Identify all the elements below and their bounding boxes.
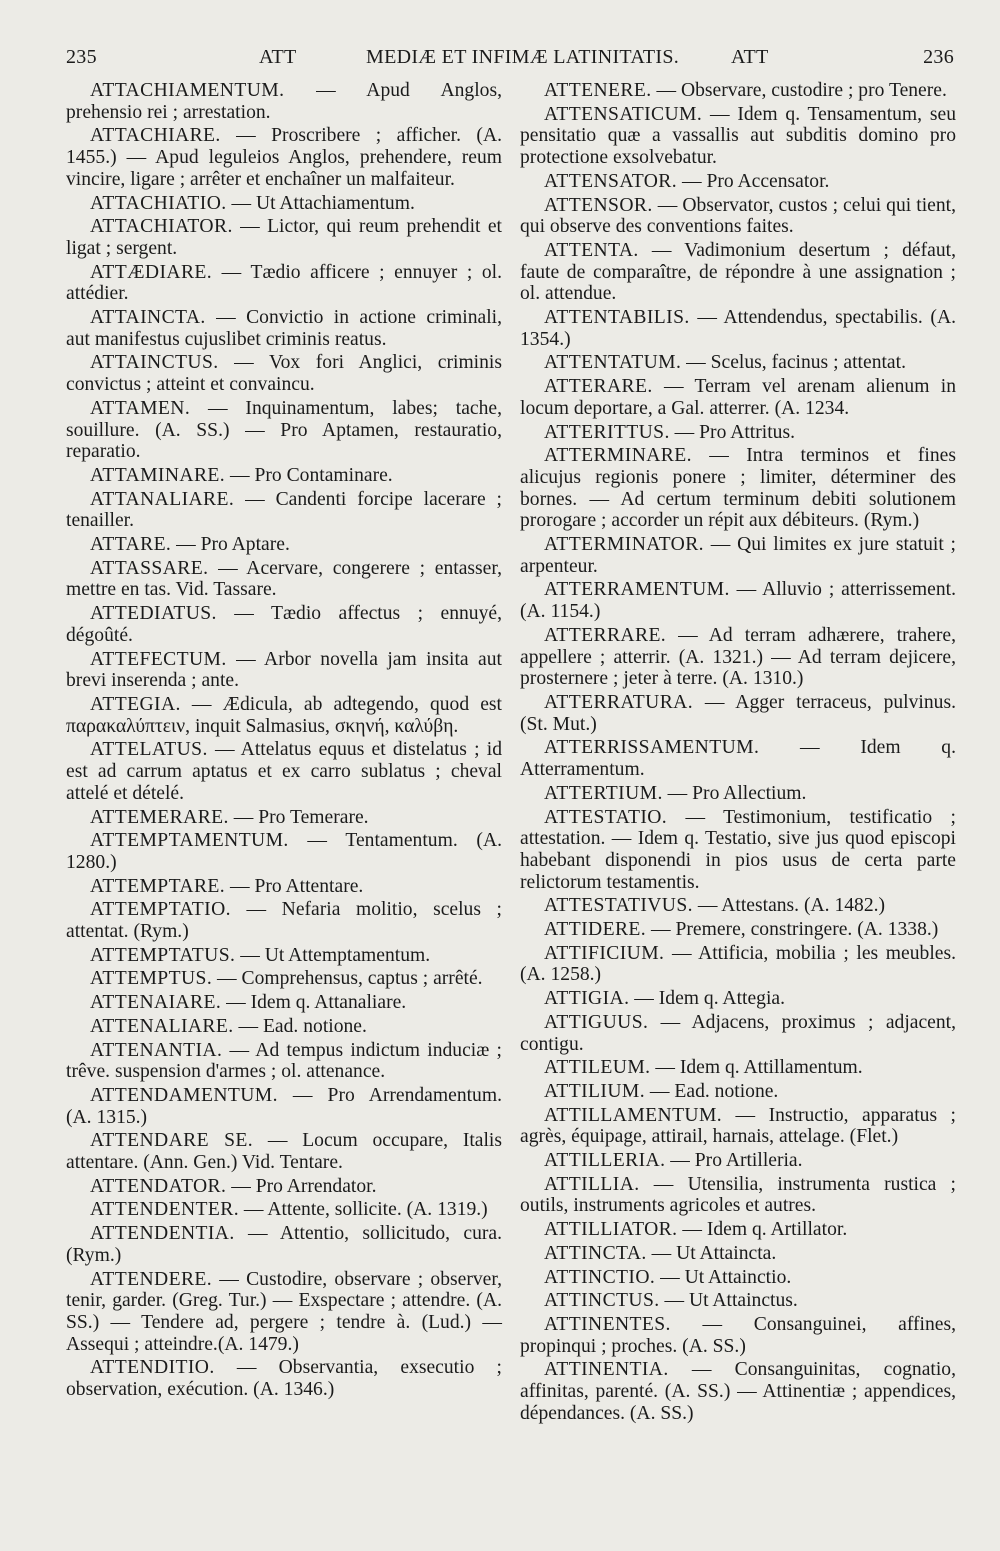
entry-definition: — Ædicula, ab adtegendo, quod est παρακαλύπτειν, inquit Salmasius, σκηνή, καλύβη.	[66, 693, 502, 737]
entry-definition: — Locum occupare, Italis attentare. (Ann. Gen.) Vid. Tentare.	[66, 1130, 502, 1174]
entry-definition: — Ut Attaincta.	[646, 1242, 777, 1264]
entry-headword: ATTIGUUS.	[544, 1011, 649, 1033]
dictionary-entry	[520, 1150, 956, 1172]
dictionary-entry	[66, 465, 502, 487]
entry-headword: ATTARE.	[90, 534, 172, 556]
page-number-right: 236	[923, 46, 954, 68]
dictionary-entry	[66, 352, 502, 395]
entry-definition: — Ut Attainctio.	[655, 1266, 792, 1288]
entry-headword: ATTENDAMENTUM.	[90, 1084, 278, 1106]
entry-definition: — Ut Attemptamentum.	[235, 944, 431, 966]
entry-headword: ATTEMPTUS.	[90, 968, 213, 990]
entry-headword: ATTENDENTIA.	[90, 1223, 235, 1245]
dictionary-entry	[520, 737, 956, 780]
entry-definition: — Nefaria molitio, scelus ; attentat. (Rym.)	[66, 899, 502, 943]
entry-definition: — Convictio in actione criminali, aut manifestus cujuslibet criminis reatus.	[66, 307, 502, 350]
dictionary-entry	[66, 1130, 502, 1173]
entry-headword: ATTINENTES.	[544, 1313, 671, 1335]
entry-headword: ATTENANTIA.	[90, 1039, 223, 1061]
dictionary-entry	[66, 125, 502, 190]
entry-headword: ATTEFECTUM.	[90, 648, 227, 670]
entry-headword: ATTILLIATOR.	[544, 1219, 678, 1241]
dictionary-entry	[66, 558, 502, 601]
entry-headword: ATTASSARE.	[90, 557, 209, 579]
entry-headword: ATTACHIATIO.	[90, 192, 227, 214]
entry-definition: — Utensilia, instrumenta rustica ; outils, instruments agricoles et autres.	[520, 1173, 956, 1217]
entry-definition: — Ad terram adhærere, trahere, appellere ; atterrir. (A. 1321.) — Ad terram dejicere, prosternere ; jeter à terre. (A. 1310.)	[520, 624, 956, 690]
entry-headword: ATTAMEN.	[90, 397, 191, 419]
entry-definition: — Terram vel arenam alienum in locum deportare, a Gal. atterrer. (A. 1234.	[520, 376, 956, 419]
entry-definition: — Pro Aptare.	[171, 534, 290, 556]
dictionary-entry	[66, 1040, 502, 1083]
dictionary-entry	[66, 830, 502, 873]
dictionary-entry	[520, 895, 956, 917]
entry-headword: ATTILIUM.	[544, 1080, 646, 1102]
entry-definition: — Pro Arrendator.	[226, 1175, 377, 1197]
entry-definition: — Pro Accensator.	[677, 170, 830, 192]
dictionary-entry	[520, 376, 956, 419]
entry-headword: ATTINCTIO.	[544, 1266, 656, 1288]
dictionary-entry	[520, 579, 956, 622]
dictionary-entry	[520, 919, 956, 941]
entry-headword: ATTINENTIA.	[544, 1359, 669, 1381]
dictionary-entry	[66, 80, 502, 123]
entry-headword: ATTENSOR.	[544, 194, 653, 216]
entry-headword: ATTIGIA.	[544, 988, 630, 1010]
running-header	[66, 46, 954, 76]
entry-headword: ATTENDATOR.	[90, 1175, 227, 1197]
dictionary-entry	[66, 739, 502, 804]
entry-headword: ATTEMERARE.	[90, 806, 229, 828]
entry-headword: ATTERRISSAMENTUM.	[544, 737, 760, 759]
entry-definition: — Attendendus, spectabilis. (A. 1354.)	[520, 307, 956, 350]
entry-headword: ATTESTATIO.	[544, 806, 668, 828]
dictionary-entry	[66, 876, 502, 898]
entry-definition: — Ad tempus indictum induciæ ; trêve. suspension d'armes ; ol. attenance.	[66, 1039, 502, 1083]
entry-headword: ATTEMPTATIO.	[90, 899, 231, 921]
dictionary-entry	[66, 603, 502, 646]
dictionary-entry	[520, 445, 956, 532]
dictionary-entry	[520, 783, 956, 805]
entry-definition: — Observator, custos ; celui qui tient, qui observe des conventions faites.	[520, 194, 956, 238]
entry-definition: — Pro Allectium.	[662, 782, 807, 804]
entry-definition: — Candenti forcipe lacerare ; tenailler.	[66, 488, 502, 532]
entry-headword: ATTACHIAMENTUM.	[90, 80, 285, 101]
entry-definition: — Idem q. Tensamentum, seu pensitatio quæ a vassallis aut subditis domino pro protectione exsolvebatur.	[520, 103, 956, 169]
left-column	[66, 80, 502, 1401]
entry-headword: ATTEMPTATUS.	[90, 944, 236, 966]
entry-headword: ATTANALIARE.	[90, 488, 235, 510]
dictionary-entry	[66, 1199, 502, 1221]
entry-definition: — Attestans. (A. 1482.)	[692, 895, 886, 917]
entry-definition: — Pro Artilleria.	[665, 1150, 803, 1172]
entry-definition: — Pro Attritus.	[669, 421, 795, 443]
entry-definition: — Intra terminos et fines alicujus regionis ponere ; limiter, déterminer des bornes. — Ad certum terminum debiti solutionem prorogare ; accorder un répit aux débiteurs. (Rym.)	[520, 445, 956, 532]
entry-definition: — Attificia, mobilia ; les meubles. (A. 1258.)	[520, 942, 956, 986]
entry-headword: ATTENSATICUM.	[544, 103, 703, 125]
dictionary-entry	[66, 694, 502, 737]
entry-headword: ATTENTA.	[544, 239, 639, 261]
entry-definition: — Arbor novella jam insita aut brevi inserenda ; ante.	[66, 648, 502, 692]
entry-definition: — Ut Attainctus.	[659, 1290, 798, 1312]
entry-definition: — Idem q. Attillamentum.	[650, 1057, 863, 1079]
header-key-left: ATT	[259, 46, 297, 68]
entry-headword: ATTENSATOR.	[544, 170, 678, 192]
entry-definition: — Apud Anglos, prehensio rei ; arrestation.	[66, 80, 502, 123]
entry-definition: — Lictor, qui reum prehendit et ligat ; sergent.	[66, 216, 502, 259]
entry-definition: — Vox fori Anglici, criminis convictus ; atteint et convaincu.	[66, 352, 502, 396]
entry-definition: — Agger terraceus, pulvinus. (St. Mut.)	[520, 691, 956, 735]
header-key-right: ATT	[731, 46, 769, 68]
entry-headword: ATTERRARE.	[544, 624, 667, 646]
entry-definition: — Attelatus equus et distelatus ; id est ad carrum aptatus et ex carro sublatus ; cheval attelé et dételé.	[66, 739, 502, 804]
dictionary-entry	[66, 899, 502, 942]
dictionary-entry	[520, 1012, 956, 1055]
dictionary-entry	[520, 807, 956, 894]
dictionary-entry	[66, 1357, 502, 1400]
entry-definition: — Pro Arrendamentum. (A. 1315.)	[66, 1084, 502, 1128]
entry-definition: — Idem q. Atterramentum.	[520, 737, 956, 781]
entry-definition: — Proscribere ; afficher. (A. 1455.) — Apud leguleios Anglos, prehendere, reum vincire, ligare ; arrêter et enchaîner un malfaiteur.	[66, 125, 502, 190]
dictionary-entry	[66, 262, 502, 305]
entry-headword: ATTEGIA.	[90, 693, 181, 715]
right-column	[520, 80, 956, 1424]
entry-headword: ATTESTATIVUS.	[544, 895, 693, 917]
entry-headword: ATTENALIARE.	[90, 1015, 234, 1037]
dictionary-entry	[520, 1359, 956, 1424]
entry-headword: ATTILLAMENTUM.	[544, 1104, 723, 1126]
dictionary-entry	[520, 195, 956, 238]
entry-headword: ATTEMPTARE.	[90, 875, 226, 897]
entry-definition: — Pro Temerare.	[228, 806, 369, 828]
entry-definition: — Idem q. Attegia.	[629, 988, 786, 1010]
entry-definition: — Premere, constringere. (A. 1338.)	[646, 919, 939, 941]
entry-definition: — Testimonium, testificatio ; attestation. — Idem q. Testatio, sive jus quod episcopi habebant disponendi in pios usus de certa parte relictorum testamentis.	[520, 806, 956, 893]
entry-headword: ATTIDERE.	[544, 919, 647, 941]
entry-headword: ATTEDIATUS.	[90, 603, 217, 625]
entry-headword: ATTENERE.	[544, 80, 652, 101]
dictionary-entry	[66, 1223, 502, 1266]
entry-headword: ATTERARE.	[544, 376, 653, 398]
dictionary-entry	[520, 1219, 956, 1241]
entry-headword: ATTERTIUM.	[544, 782, 663, 804]
entry-headword: ATTERRAMENTUM.	[544, 579, 730, 601]
dictionary-entry	[520, 352, 956, 374]
entry-definition: — Tædio afficere ; ennuyer ; ol. attédier.	[66, 261, 502, 305]
entry-definition: — Inquinamentum, labes; tache, souillure. (A. SS.) — Pro Aptamen, restauratio, reparatio.	[66, 397, 502, 463]
header-title: MEDIÆ ET INFIMÆ LATINITATIS.	[366, 46, 680, 68]
entry-definition: — Vadimonium desertum ; défaut, faute de comparaître, de répondre à une assignation ; ol. attendue.	[520, 239, 956, 305]
entry-headword: ATTACHIATOR.	[90, 216, 233, 238]
dictionary-entry	[520, 534, 956, 577]
dictionary-entry	[520, 1290, 956, 1312]
entry-definition: — Pro Attentare.	[225, 875, 364, 897]
dictionary-entry	[520, 1105, 956, 1148]
dictionary-entry	[520, 171, 956, 193]
entry-headword: ATTÆDIARE.	[90, 261, 213, 283]
dictionary-entry	[66, 489, 502, 532]
entry-definition: — Custodire, observare ; observer, tenir, garder. (Greg. Tur.) — Exspectare ; attendre. (A. SS.) — Tendere ad, pergere ; tendre à. (Lud.) — Assequi ; atteindre.(A. 1479.)	[66, 1268, 502, 1355]
dictionary-entry	[520, 692, 956, 735]
entry-headword: ATTINCTUS.	[544, 1290, 660, 1312]
page-number-left: 235	[66, 46, 97, 68]
dictionary-entry	[66, 193, 502, 215]
dictionary-entry	[520, 1057, 956, 1079]
dictionary-entry	[520, 422, 956, 444]
entry-definition: — Acervare, congerere ; entasser, mettre en tas. Vid. Tassare.	[66, 557, 502, 601]
entry-headword: ATTILEUM.	[544, 1057, 651, 1079]
dictionary-entry	[520, 104, 956, 169]
entry-definition: — Tædio affectus ; ennuyé, dégoûté.	[66, 603, 502, 646]
dictionary-entry	[66, 1085, 502, 1128]
entry-headword: ATTAMINARE.	[90, 464, 226, 486]
dictionary-entry	[520, 1314, 956, 1357]
dictionary-entry	[66, 807, 502, 829]
entry-headword: ATTILLIA.	[544, 1173, 640, 1195]
dictionary-entry	[66, 534, 502, 556]
entry-headword: ATTERMINATOR.	[544, 534, 704, 556]
entry-headword: ATTEMPTAMENTUM.	[90, 830, 289, 852]
entry-definition: — Instructio, apparatus ; agrès, équipage, attirail, harnais, attelage. (Flet.)	[520, 1104, 956, 1148]
entry-headword: ATTENDARE SE.	[90, 1130, 254, 1152]
entry-definition: — Observantia, exsecutio ; observation, exécution. (A. 1346.)	[66, 1357, 502, 1401]
dictionary-entry	[66, 968, 502, 990]
dictionary-entry	[520, 988, 956, 1010]
dictionary-entry	[520, 1174, 956, 1217]
dictionary-entry	[520, 943, 956, 986]
dictionary-entry	[66, 1269, 502, 1356]
dictionary-entry	[520, 1243, 956, 1265]
entry-headword: ATTENTATUM.	[544, 352, 682, 374]
entry-headword: ATTERITTUS.	[544, 421, 670, 443]
entry-headword: ATTAINCTA.	[90, 307, 206, 329]
entry-definition: — Ead. notione.	[645, 1080, 779, 1102]
entry-headword: ATTIFICIUM.	[544, 942, 665, 964]
entry-headword: ATTINCTA.	[544, 1242, 647, 1264]
entry-definition: — Ead. notione.	[233, 1015, 367, 1037]
dictionary-entry	[66, 216, 502, 259]
entry-definition: — Alluvio ; atterrissement. (A. 1154.)	[520, 579, 956, 623]
dictionary-entry	[520, 240, 956, 305]
dictionary-entry	[520, 307, 956, 350]
entry-headword: ATTENAIARE.	[90, 992, 222, 1014]
dictionary-entry	[66, 649, 502, 692]
entry-definition: — Qui limites ex jure statuit ; arpenteur.	[520, 534, 956, 577]
entry-definition: — Consanguinei, affines, propinqui ; proches. (A. SS.)	[520, 1313, 956, 1357]
entry-definition: — Idem q. Attanaliare.	[221, 992, 407, 1014]
dictionary-entry	[520, 1081, 956, 1103]
entry-definition: — Attentio, sollicitudo, cura. (Rym.)	[66, 1223, 502, 1266]
entry-definition: — Tentamentum. (A. 1280.)	[66, 830, 502, 873]
entry-headword: ATTENTABILIS.	[544, 307, 690, 329]
dictionary-entry	[520, 80, 956, 102]
dictionary-entry	[66, 1016, 502, 1038]
entry-headword: ATTENDITIO.	[90, 1357, 215, 1379]
entry-definition: — Idem q. Artillator.	[677, 1219, 848, 1241]
entry-headword: ATTELATUS.	[90, 739, 208, 761]
entry-headword: ATTERRATURA.	[544, 691, 694, 713]
dictionary-entry	[66, 1176, 502, 1198]
entry-headword: ATTACHIARE.	[90, 125, 221, 147]
entry-definition: — Attente, sollicite. (A. 1319.)	[239, 1199, 488, 1221]
dictionary-entry	[66, 398, 502, 463]
dictionary-entry	[66, 992, 502, 1014]
entry-headword: ATTENDENTER.	[90, 1199, 240, 1221]
entry-definition: — Observare, custodire ; pro Tenere.	[651, 80, 947, 101]
entry-definition: — Adjacens, proximus ; adjacent, contigu.	[520, 1011, 956, 1055]
entry-definition: — Consanguinitas, cognatio, affinitas, parenté. (A. SS.) — Attinentiæ ; appendices, dépendances. (A. SS.)	[520, 1359, 956, 1424]
entry-headword: ATTAINCTUS.	[90, 352, 219, 374]
dictionary-entry	[66, 945, 502, 967]
dictionary-entry	[520, 625, 956, 690]
entry-headword: ATTILLERIA.	[544, 1150, 666, 1172]
entry-headword: ATTERMINARE.	[544, 445, 692, 467]
dictionary-entry	[66, 307, 502, 350]
entry-headword: ATTENDERE.	[90, 1268, 213, 1290]
entry-definition: — Pro Contaminare.	[225, 464, 393, 486]
dictionary-entry	[520, 1267, 956, 1289]
entry-definition: — Scelus, facinus ; attentat.	[681, 352, 906, 374]
entry-definition: — Ut Attachiamentum.	[226, 192, 415, 214]
entry-definition: — Comprehensus, captus ; arrêté.	[212, 968, 483, 990]
